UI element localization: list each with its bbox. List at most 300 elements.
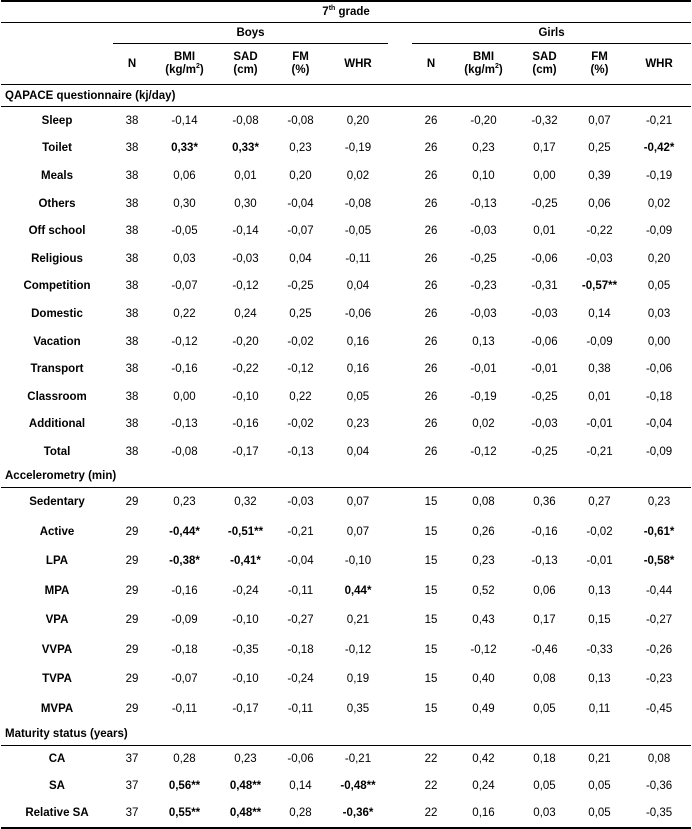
girls-cell: 0,21 [588, 753, 611, 766]
boys-cell: -0,02 [287, 335, 314, 348]
row-label: Relative SA [1, 800, 113, 828]
boys-cell: 0,23 [289, 142, 312, 155]
boys-cell: 0,02 [346, 169, 370, 182]
spacer [388, 773, 412, 800]
girls-cell: 0,03 [517, 800, 572, 828]
boys-cell: -0,17 [232, 702, 259, 715]
row-label: VVPA [41, 643, 73, 656]
boys-cell: 0,28 [273, 800, 328, 828]
col-n-girls: N [426, 57, 436, 70]
boys-cell: -0,11 [345, 252, 371, 265]
girls-cell: 0,00 [533, 169, 556, 182]
boys-cell: 0,03 [173, 252, 196, 265]
boys-cell: 38 [125, 225, 139, 238]
boys-cell: 0,01 [234, 169, 257, 182]
row-label: Meals [41, 169, 73, 182]
table-row [1, 355, 691, 383]
girls-cell: -0,04 [645, 418, 673, 431]
table-row [1, 665, 691, 695]
boys-cell: -0,41* [230, 555, 261, 568]
boys-cell: -0,18 [287, 643, 314, 656]
boys-cell: -0,51** [227, 525, 264, 538]
girls-cell: 0,39 [588, 169, 611, 182]
girls-cell: -0,27 [645, 614, 673, 627]
girls-cell: 0,36 [533, 496, 556, 509]
girls-cell: 26 [424, 142, 438, 155]
table-row [1, 190, 691, 218]
girls-cell: 0,24 [472, 780, 495, 793]
girls-cell: 26 [424, 114, 438, 127]
girls-cell: -0,19 [645, 169, 673, 182]
spacer [388, 411, 412, 439]
row-label: TVPA [42, 673, 72, 686]
spacer [388, 355, 412, 383]
table-row [1, 606, 691, 636]
boys-cell: 38 [125, 142, 139, 155]
boys-cell: -0,14 [232, 225, 259, 238]
girls-cell: 15 [424, 555, 438, 568]
spacer [388, 383, 412, 411]
girls-cell: 0,01 [533, 225, 556, 238]
boys-cell: -0,10 [232, 390, 259, 403]
boys-cell: 0,20 [346, 114, 370, 127]
spacer [388, 107, 412, 135]
boys-cell: -0,11 [171, 702, 198, 715]
col-whr-boys: WHR [344, 57, 372, 70]
row-label: MVPA [40, 702, 74, 715]
section-header [1, 85, 691, 107]
girls-cell: -0,19 [470, 390, 497, 403]
spacer [388, 745, 412, 773]
girls-cell: 0,49 [472, 702, 495, 715]
spacer [388, 487, 412, 517]
girls-cell: 0,26 [472, 525, 495, 538]
boys-cell: 0,20 [289, 169, 312, 182]
boys-cell: -0,22 [232, 363, 259, 376]
girls-cell: 0,05 [588, 780, 611, 793]
table-row [1, 694, 691, 724]
girls-cell: 15 [424, 496, 438, 509]
boys-cell: 37 [125, 780, 139, 793]
boys-cell: 0,44* [344, 584, 372, 597]
section-title: QAPACE questionnaire (kj/day) [1, 85, 691, 107]
boys-cell: 0,16 [346, 335, 370, 348]
girls-cell: -0,42* [643, 142, 675, 155]
col-fm-boys: FM (%) [291, 51, 310, 76]
boys-cell: 37 [113, 800, 151, 828]
girls-cell: -0,31 [531, 280, 558, 293]
girls-cell: 0,27 [588, 496, 611, 509]
girls-cell: -0,25 [531, 445, 558, 458]
boys-cell: 0,32 [234, 496, 257, 509]
table-row [1, 487, 691, 517]
boys-cell: -0,10 [232, 673, 259, 686]
boys-cell: -0,09 [171, 614, 198, 627]
girls-cell: -0,03 [531, 307, 558, 320]
boys-cell: 29 [125, 673, 139, 686]
girls-cell: -0,03 [531, 418, 558, 431]
col-sad-girls: SAD (cm) [532, 51, 557, 76]
col-bmi-boys: BMI $(kg/m^2)$ [165, 51, 204, 76]
col-whr-girls: WHR [645, 57, 673, 70]
boys-cell: -0,03 [287, 496, 314, 509]
girls-cell: 0,18 [533, 753, 556, 766]
boys-cell: 0,33* [171, 142, 198, 155]
girls-cell: 22 [424, 753, 438, 766]
spacer [388, 328, 412, 356]
boys-cell: -0,13 [287, 445, 314, 458]
girls-cell: 0,13 [472, 335, 495, 348]
boys-cell: -0,11 [287, 584, 314, 597]
boys-cell: -0,06 [344, 307, 372, 320]
table-row [1, 162, 691, 190]
row-label: Others [38, 197, 76, 210]
girls-cell: 0,05 [572, 800, 627, 828]
table-body [1, 85, 691, 828]
girls-cell: 0,23 [647, 496, 671, 509]
girls-cell: 0,10 [472, 169, 495, 182]
boys-cell: -0,04 [287, 555, 314, 568]
girls-cell: 0,38 [588, 363, 611, 376]
girls-cell: -0,20 [470, 114, 497, 127]
boys-cell: 38 [125, 252, 139, 265]
boys-cell: 29 [125, 555, 139, 568]
girls-cell: 0,01 [588, 390, 611, 403]
girls-cell: 26 [424, 335, 438, 348]
girls-cell: -0,03 [470, 225, 497, 238]
boys-cell: 0,23 [346, 418, 370, 431]
boys-cell: 29 [125, 702, 139, 715]
spacer [388, 635, 412, 665]
girls-cell: -0,12 [470, 445, 497, 458]
boys-cell: 38 [125, 445, 139, 458]
group-girls: Girls [412, 23, 691, 44]
boys-cell: -0,12 [344, 643, 372, 656]
girls-cell: -0,58* [643, 555, 675, 568]
girls-cell: -0,32 [531, 114, 558, 127]
boys-cell: 0,28 [173, 753, 196, 766]
girls-cell: 0,14 [588, 307, 611, 320]
correlation-table [1, 0, 691, 829]
boys-cell: -0,21 [344, 753, 372, 766]
girls-cell: -0,35 [627, 800, 691, 828]
girls-cell: 26 [424, 280, 438, 293]
boys-cell: -0,05 [171, 225, 198, 238]
row-label: Additional [28, 418, 86, 431]
girls-cell: 0,05 [533, 780, 556, 793]
boys-cell: 0,30 [234, 197, 257, 210]
boys-cell: 29 [125, 614, 139, 627]
section-header [1, 466, 691, 488]
table-row [1, 328, 691, 356]
girls-cell: 0,11 [588, 702, 611, 715]
group-boys: Boys [113, 23, 388, 44]
section-title: Maturity status (years) [1, 724, 691, 746]
boys-cell: 0,55** [151, 800, 218, 828]
boys-cell: 38 [125, 197, 139, 210]
boys-cell: -0,08 [232, 114, 259, 127]
boys-cell: -0,08 [171, 445, 198, 458]
boys-cell: -0,24 [232, 584, 259, 597]
table-title: 7th grade [1, 1, 691, 23]
boys-cell: -0,38* [169, 555, 200, 568]
table-row [1, 517, 691, 547]
girls-cell: -0,06 [531, 335, 558, 348]
girls-cell: 0,15 [588, 614, 611, 627]
section-title: Accelerometry (min) [1, 466, 691, 488]
boys-cell: 0,23 [234, 753, 257, 766]
girls-cell: -0,01 [586, 418, 613, 431]
girls-cell: 15 [424, 584, 438, 597]
girls-cell: 15 [424, 614, 438, 627]
boys-cell: 0,24 [234, 307, 257, 320]
row-label: Transport [30, 363, 84, 376]
girls-cell: -0,26 [645, 643, 673, 656]
row-label: Vacation [33, 335, 81, 348]
spacer [388, 606, 412, 636]
girls-cell: 0,52 [472, 584, 495, 597]
girls-cell: -0,23 [645, 673, 673, 686]
boys-cell: 0,04 [346, 445, 370, 458]
table-row [1, 635, 691, 665]
table-row [1, 745, 691, 773]
boys-cell: -0,44* [169, 525, 200, 538]
spacer [388, 800, 412, 828]
boys-cell: -0,35 [232, 643, 259, 656]
table-row [1, 800, 691, 828]
boys-cell: -0,12 [171, 335, 198, 348]
table-row [1, 273, 691, 301]
boys-cell: 0,56** [168, 780, 201, 793]
boys-cell: 38 [125, 390, 139, 403]
row-label: Sleep [41, 114, 73, 127]
girls-cell: -0,21 [645, 114, 673, 127]
row-label: LPA [45, 555, 69, 568]
table-title-row [1, 1, 691, 23]
boys-cell: 29 [125, 525, 139, 538]
boys-cell: -0,16 [232, 418, 259, 431]
boys-cell: -0,11 [287, 702, 314, 715]
boys-cell: -0,05 [344, 225, 372, 238]
girls-cell: -0,44 [645, 584, 673, 597]
boys-cell: -0,12 [287, 363, 314, 376]
spacer [388, 517, 412, 547]
boys-cell: 0,23 [173, 496, 196, 509]
girls-cell: -0,25 [470, 252, 497, 265]
row-label: Active [39, 525, 75, 538]
col-n-boys: N [127, 57, 137, 70]
spacer [388, 665, 412, 695]
boys-cell: -0,04 [287, 197, 314, 210]
boys-cell: -0,48** [340, 780, 376, 793]
girls-cell: 0,06 [588, 197, 611, 210]
girls-cell: -0,36 [645, 780, 673, 793]
boys-cell: -0,18 [171, 643, 198, 656]
girls-cell: 26 [424, 307, 438, 320]
girls-cell: 0,08 [647, 753, 671, 766]
row-label: VPA [45, 614, 69, 627]
boys-cell: -0,19 [344, 142, 372, 155]
row-label: Sedentary [29, 496, 85, 509]
boys-cell: 0,16 [346, 363, 370, 376]
girls-cell: -0,23 [470, 280, 497, 293]
boys-cell: -0,17 [232, 445, 259, 458]
girls-cell: 0,05 [647, 280, 671, 293]
boys-cell: 0,07 [346, 525, 370, 538]
boys-cell: -0,07 [287, 225, 314, 238]
girls-cell: 0,05 [533, 702, 556, 715]
spacer [388, 547, 412, 577]
spacer [388, 245, 412, 273]
boys-cell: 0,22 [173, 307, 196, 320]
girls-cell: -0,01 [470, 363, 497, 376]
boys-cell: 38 [125, 114, 139, 127]
boys-cell: 38 [125, 280, 139, 293]
girls-cell: -0,25 [531, 390, 558, 403]
spacer [388, 300, 412, 328]
table-row [1, 773, 691, 800]
girls-cell: 0,08 [472, 496, 495, 509]
girls-cell: -0,22 [586, 225, 613, 238]
girls-cell: -0,57** [581, 280, 618, 293]
table-row [1, 245, 691, 273]
girls-cell: 0,40 [472, 673, 495, 686]
table-row [1, 217, 691, 245]
girls-cell: 0,00 [647, 335, 671, 348]
boys-cell: -0,14 [171, 114, 198, 127]
boys-cell: 0,35 [346, 702, 370, 715]
boys-cell: 29 [125, 496, 139, 509]
boys-cell: -0,08 [287, 114, 314, 127]
table-row [1, 438, 691, 466]
girls-cell: 15 [424, 673, 438, 686]
girls-cell: -0,09 [645, 445, 673, 458]
row-label: Domestic [31, 307, 83, 320]
table-row [1, 107, 691, 135]
girls-cell: 0,03 [647, 307, 671, 320]
col-bmi-girls: BMI $(kg/m^2)$ [464, 51, 503, 76]
boys-cell: -0,10 [344, 555, 372, 568]
girls-cell: -0,21 [586, 445, 613, 458]
girls-cell: 15 [424, 643, 438, 656]
row-label: Off school [28, 225, 86, 238]
col-fm-girls: FM (%) [590, 51, 609, 76]
boys-cell: 0,30 [173, 197, 196, 210]
spacer [388, 438, 412, 466]
spacer [388, 162, 412, 190]
section-header [1, 724, 691, 746]
boys-cell: 37 [125, 753, 139, 766]
boys-cell: -0,08 [344, 197, 372, 210]
girls-cell: 0,06 [533, 584, 556, 597]
girls-cell: 15 [424, 702, 438, 715]
boys-cell: 38 [125, 418, 139, 431]
boys-cell: 0,33* [232, 142, 259, 155]
row-label: Total [43, 445, 71, 458]
girls-cell: -0,46 [531, 643, 558, 656]
row-label: CA [48, 753, 66, 766]
girls-cell: -0,01 [586, 555, 613, 568]
girls-cell: 0,17 [533, 614, 556, 627]
spacer [388, 273, 412, 301]
girls-cell: 15 [424, 525, 438, 538]
girls-cell: 0,02 [647, 197, 671, 210]
boys-cell: -0,12 [232, 280, 259, 293]
boys-cell: 0,21 [346, 614, 370, 627]
boys-cell: 0,48** [218, 800, 273, 828]
girls-cell: 26 [424, 169, 438, 182]
girls-cell: 0,43 [472, 614, 495, 627]
girls-cell: 0,25 [588, 142, 611, 155]
girls-cell: -0,03 [586, 252, 613, 265]
boys-cell: 29 [125, 643, 139, 656]
girls-cell: 0,13 [588, 584, 611, 597]
spacer [388, 694, 412, 724]
boys-cell: -0,03 [232, 252, 259, 265]
girls-cell: 0,07 [588, 114, 611, 127]
girls-cell: 0,13 [588, 673, 611, 686]
column-header-row [1, 44, 691, 85]
boys-cell: 38 [125, 307, 139, 320]
girls-cell: 22 [412, 800, 450, 828]
girls-cell: -0,06 [531, 252, 558, 265]
boys-cell: -0,20 [232, 335, 259, 348]
girls-cell: 26 [424, 225, 438, 238]
girls-cell: 26 [424, 252, 438, 265]
boys-cell: 0,22 [289, 390, 312, 403]
boys-cell: 0,48** [229, 780, 262, 793]
boys-cell: 0,06 [173, 169, 196, 182]
row-label: Classroom [27, 390, 87, 403]
spacer [388, 135, 412, 163]
girls-cell: -0,25 [531, 197, 558, 210]
girls-cell: 0,17 [533, 142, 556, 155]
boys-cell: 0,05 [346, 390, 370, 403]
girls-cell: -0,33 [586, 643, 613, 656]
table-row [1, 411, 691, 439]
girls-cell: -0,13 [470, 197, 497, 210]
boys-cell: 0,19 [346, 673, 370, 686]
boys-cell: 38 [125, 335, 139, 348]
girls-cell: -0,02 [586, 525, 613, 538]
boys-cell: -0,13 [171, 418, 198, 431]
boys-cell: 38 [125, 169, 139, 182]
girls-cell: -0,61* [643, 525, 675, 538]
table-row [1, 300, 691, 328]
table-row [1, 135, 691, 163]
boys-cell: 29 [125, 584, 139, 597]
row-label: SA [49, 780, 65, 793]
spacer [388, 576, 412, 606]
boys-cell: 0,00 [173, 390, 196, 403]
girls-cell: 0,23 [472, 555, 495, 568]
girls-cell: 0,20 [647, 252, 671, 265]
girls-cell: -0,03 [470, 307, 497, 320]
boys-cell: 38 [125, 363, 139, 376]
girls-cell: -0,18 [645, 390, 673, 403]
boys-cell: -0,27 [287, 614, 314, 627]
table-row [1, 383, 691, 411]
girls-cell: 26 [424, 363, 438, 376]
girls-cell: -0,09 [645, 225, 673, 238]
spacer [388, 217, 412, 245]
boys-cell: -0,06 [287, 753, 314, 766]
row-label: Religious [31, 252, 83, 265]
girls-cell: -0,13 [531, 555, 558, 568]
boys-cell: -0,02 [287, 418, 314, 431]
spacer [388, 190, 412, 218]
col-sad-boys: SAD (cm) [233, 51, 258, 76]
